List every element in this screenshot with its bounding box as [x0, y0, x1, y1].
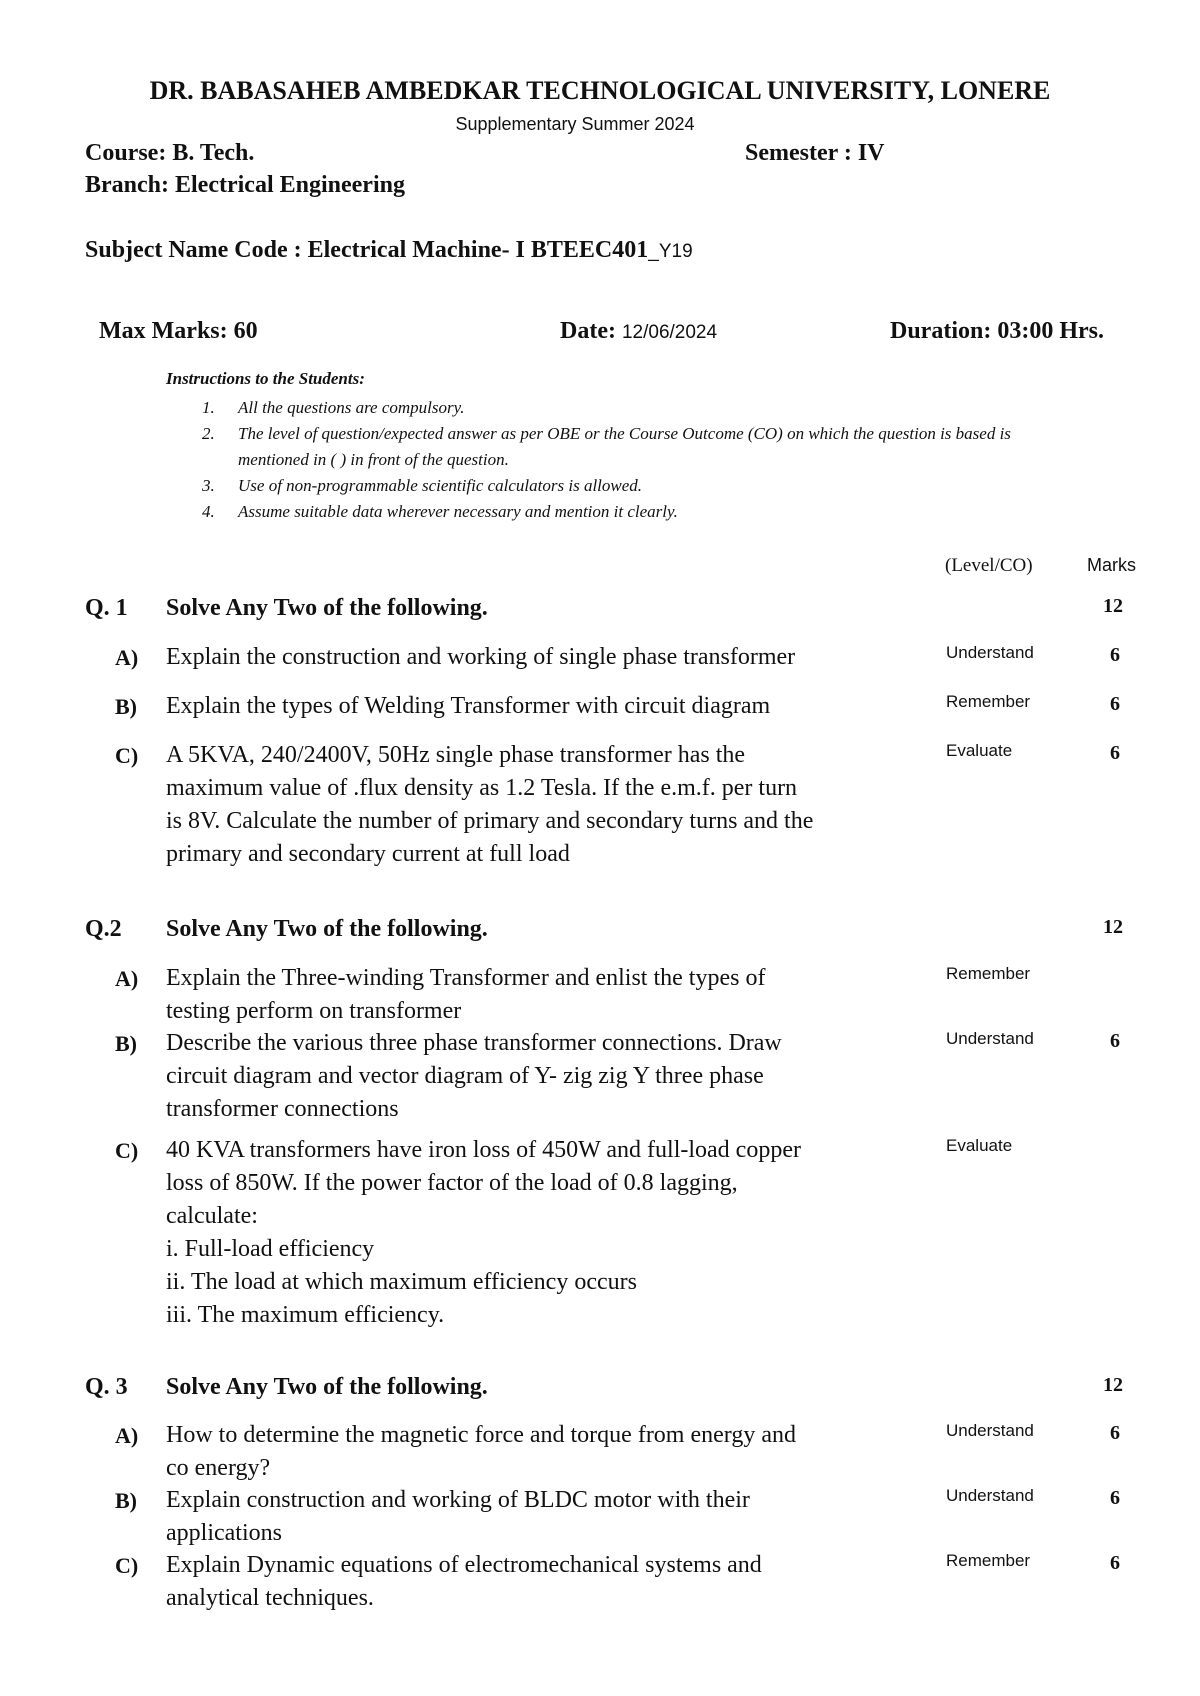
part-text — [166, 641, 926, 674]
part-text — [166, 962, 926, 1028]
instruction-number: 1. — [202, 398, 215, 417]
duration: Duration: 03:00 Hrs. — [890, 318, 1104, 344]
part-marks: 6 — [1110, 1487, 1120, 1509]
part-level: Remember — [946, 1551, 1031, 1570]
part-label: A) — [115, 966, 139, 991]
part-text-line: calculate: — [166, 1203, 258, 1229]
part-text-line: Explain Dynamic equations of electromechanical systems and — [166, 1552, 762, 1578]
part-text — [166, 690, 926, 723]
part-text-line: 40 KVA transformers have iron loss of 450W and full-load copper — [166, 1137, 801, 1163]
part-level: Evaluate — [946, 741, 1013, 760]
part-text — [166, 1134, 926, 1332]
part-level: Understand — [946, 1486, 1034, 1505]
subject-name-code: Subject Name Code : Electrical Machine- I BTEEC401 — [85, 237, 649, 263]
part-text-line: ii. The load at which maximum efficiency occurs — [166, 1269, 637, 1295]
exam-date — [560, 318, 717, 345]
question-number: Q. 1 — [85, 595, 128, 621]
instruction-text: The level of question/expected answer as per OBE or the Course Outcome (CO) on which the question is based is mentioned in ( ) in front of the question. — [238, 424, 1011, 469]
marks-column-header: Marks — [1087, 555, 1136, 575]
part-text-line: testing perform on transformer — [166, 998, 462, 1024]
part-text — [166, 1419, 926, 1485]
instruction-text: Assume suitable data wherever necessary and mention it clearly. — [238, 502, 678, 521]
part-marks: 6 — [1110, 644, 1120, 666]
exam-session: Supplementary Summer 2024 — [455, 114, 695, 134]
part-text-line: applications — [166, 1520, 282, 1546]
part-text-line: iii. The maximum efficiency. — [166, 1302, 445, 1328]
university-title: DR. BABASAHEB AMBEDKAR TECHNOLOGICAL UNIVERSITY, LONERE — [149, 76, 1051, 105]
question-marks: 12 — [1103, 916, 1123, 938]
part-marks: 6 — [1110, 693, 1120, 715]
instruction-number: 3. — [202, 476, 215, 495]
question-number: Q. 3 — [85, 1374, 128, 1400]
part-text-line: maximum value of .flux density as 1.2 Tesla. If the e.m.f. per turn — [166, 775, 798, 801]
part-text-line: i. Full-load efficiency — [166, 1236, 375, 1262]
part-label: C) — [115, 743, 139, 768]
part-label: C) — [115, 1553, 139, 1578]
part-label: B) — [115, 1031, 137, 1056]
instruction-text: Use of non-programmable scientific calculators is allowed. — [238, 476, 643, 495]
part-text-line: Explain the Three-winding Transformer and enlist the types of — [166, 965, 766, 991]
semester-label: Semester : IV — [745, 140, 885, 166]
question-marks: 12 — [1103, 1374, 1123, 1396]
part-level: Remember — [946, 964, 1031, 983]
part-label: A) — [115, 645, 139, 670]
part-level: Remember — [946, 692, 1031, 711]
part-text-line: analytical techniques. — [166, 1585, 374, 1611]
part-marks: 6 — [1110, 1422, 1120, 1444]
date-value: 12/06/2024 — [621, 322, 718, 343]
subject-line — [85, 237, 693, 264]
part-text-line: transformer connections — [166, 1096, 399, 1122]
part-marks: 6 — [1110, 1030, 1120, 1052]
question-title: Solve Any Two of the following. — [166, 916, 488, 942]
part-text-line: A 5KVA, 240/2400V, 50Hz single phase transformer has the — [166, 742, 746, 768]
part-text — [166, 1484, 926, 1550]
part-level: Understand — [946, 1421, 1034, 1440]
instruction-item — [202, 473, 1062, 499]
branch-label: Branch: Electrical Engineering — [85, 172, 405, 198]
instructions-list — [202, 395, 1062, 525]
max-marks: Max Marks: 60 — [99, 318, 258, 344]
date-label: Date: — [560, 318, 616, 344]
part-text-line: primary and secondary current at full load — [166, 841, 570, 867]
part-text-line: circuit diagram and vector diagram of Y- zig zig Y three phase — [166, 1063, 764, 1089]
part-text-line: Describe the various three phase transformer connections. Draw — [166, 1030, 782, 1056]
level-column-header: (Level/CO) — [945, 555, 1033, 576]
part-marks: 6 — [1110, 1552, 1120, 1574]
question-marks: 12 — [1103, 595, 1123, 617]
instruction-number: 4. — [202, 502, 215, 521]
part-text — [166, 1549, 926, 1615]
part-text-line: Explain the types of Welding Transformer with circuit diagram — [166, 693, 771, 719]
subject-code-suffix: _Y19 — [648, 241, 693, 262]
part-level: Evaluate — [946, 1136, 1013, 1155]
part-level: Understand — [946, 1029, 1034, 1048]
part-label: B) — [115, 694, 137, 719]
instruction-number: 2. — [202, 424, 215, 443]
instruction-item — [202, 421, 1062, 473]
part-level: Understand — [946, 643, 1034, 662]
part-text — [166, 739, 926, 871]
part-label: A) — [115, 1423, 139, 1448]
part-text-line: co energy? — [166, 1455, 271, 1481]
instruction-item — [202, 395, 1062, 421]
question-title: Solve Any Two of the following. — [166, 1374, 488, 1400]
instruction-item — [202, 499, 1062, 525]
part-text-line: loss of 850W. If the power factor of the load of 0.8 lagging, — [166, 1170, 738, 1196]
question-number: Q.2 — [85, 916, 122, 942]
part-text — [166, 1027, 926, 1126]
part-label: C) — [115, 1138, 139, 1163]
part-text-line: Explain construction and working of BLDC motor with their — [166, 1487, 750, 1513]
part-text-line: is 8V. Calculate the number of primary and secondary turns and the — [166, 808, 814, 834]
part-text-line: How to determine the magnetic force and torque from energy and — [166, 1422, 796, 1448]
instructions-title: Instructions to the Students: — [166, 369, 365, 388]
part-label: B) — [115, 1488, 137, 1513]
question-title: Solve Any Two of the following. — [166, 595, 488, 621]
part-text-line: Explain the construction and working of single phase transformer — [166, 644, 796, 670]
course-label: Course: B. Tech. — [85, 140, 255, 166]
part-marks: 6 — [1110, 742, 1120, 764]
instruction-text: All the questions are compulsory. — [238, 398, 465, 417]
